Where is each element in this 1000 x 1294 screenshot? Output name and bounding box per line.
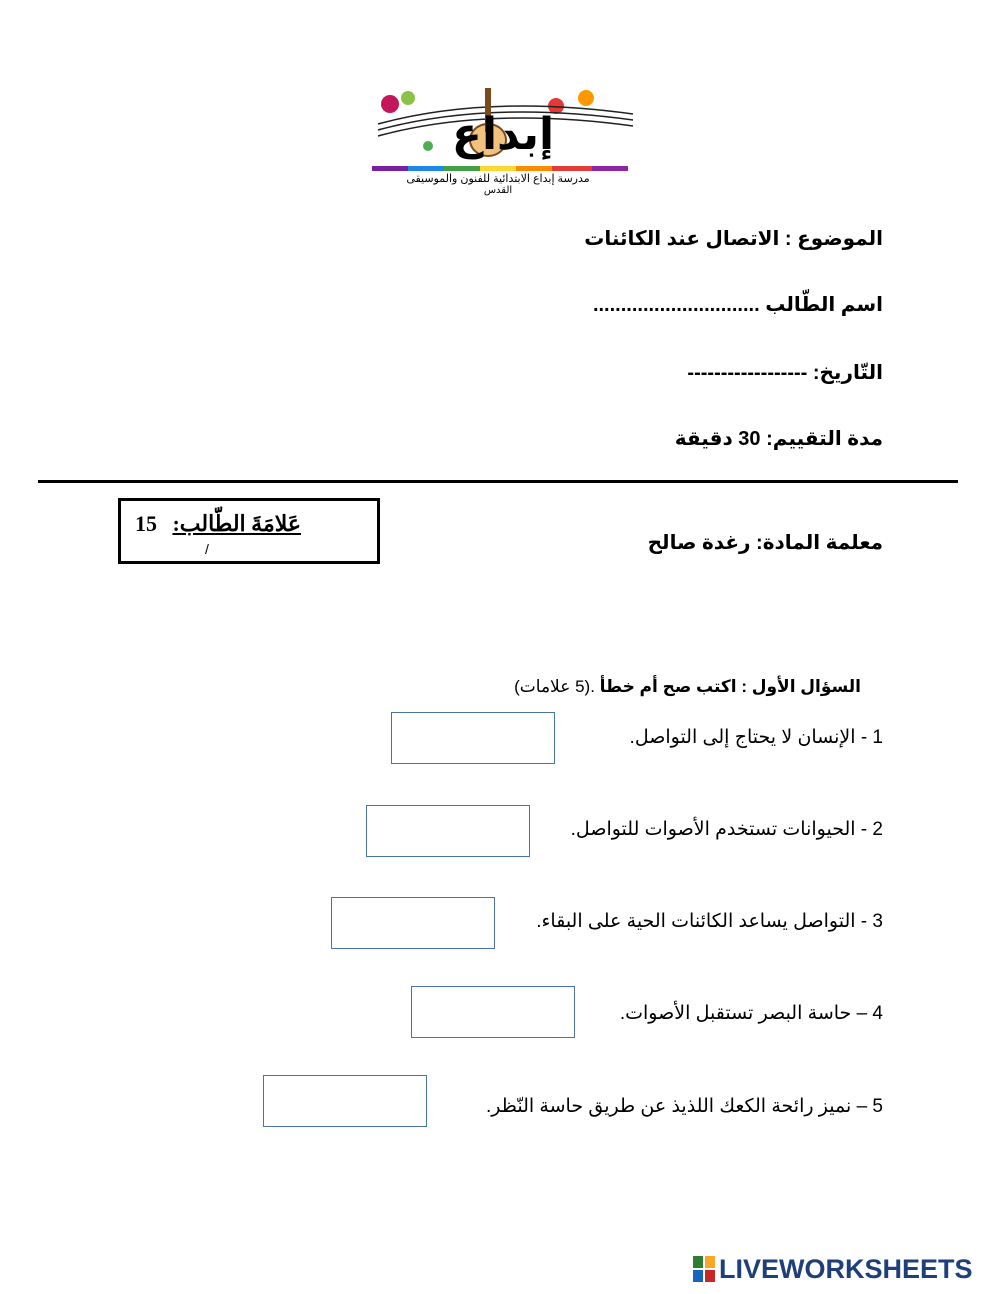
liveworksheets-logo-icon [693, 1256, 715, 1282]
logo-school-name: مدرسة إبداع الابتدائية للفنون والموسيقى [406, 173, 590, 185]
question-item-4: 4 – حاسة البصر تستقبل الأصوات. [619, 1003, 883, 1024]
student-name-line[interactable]: اسم الطّالب .............................. [592, 294, 883, 316]
question-marks: .(5 علامات) [514, 677, 600, 696]
logo-city: القدس [483, 185, 513, 196]
teacher-line: معلمة المادة: رغدة صالح [647, 532, 883, 554]
section-divider [38, 480, 958, 483]
question-item-2: 2 - الحيوانات تستخدم الأصوات للتواصل. [570, 819, 883, 840]
question-item-3: 3 - التواصل يساعد الكائنات الحية على البقاء. [536, 911, 883, 932]
grade-box [118, 498, 380, 564]
answer-box-4[interactable] [411, 986, 575, 1038]
duration-line: مدة التقييم: 30 دقيقة [674, 428, 883, 450]
subject-line: الموضوع : الاتصال عند الكائنات [584, 228, 883, 250]
grade-label: عَلامَةَ الطّالب: [172, 511, 301, 536]
logo-wordmark: إبداع [451, 110, 555, 159]
answer-box-2[interactable] [366, 805, 530, 857]
question-title-text: السؤال الأول : اكتب صح أم خطأ [599, 677, 861, 696]
school-logo [368, 84, 638, 200]
liveworksheets-wordmark: LIVEWORKSHEETS [719, 1253, 973, 1284]
answer-box-5[interactable] [263, 1075, 427, 1127]
liveworksheets-brand[interactable] [693, 1254, 973, 1284]
date-line[interactable]: التّاريخ: ------------------ [687, 362, 883, 384]
answer-box-3[interactable] [331, 897, 495, 949]
question-item-5: 5 – نميز رائحة الكعك اللذيذ عن طريق حاسة النّظر. [486, 1096, 883, 1117]
grade-value: 15 [135, 511, 157, 536]
grade-mark: / [205, 541, 209, 557]
question-item-1: 1 - الإنسان لا يحتاج إلى التواصل. [629, 727, 883, 748]
answer-box-1[interactable] [391, 712, 555, 764]
question-title [514, 677, 861, 697]
